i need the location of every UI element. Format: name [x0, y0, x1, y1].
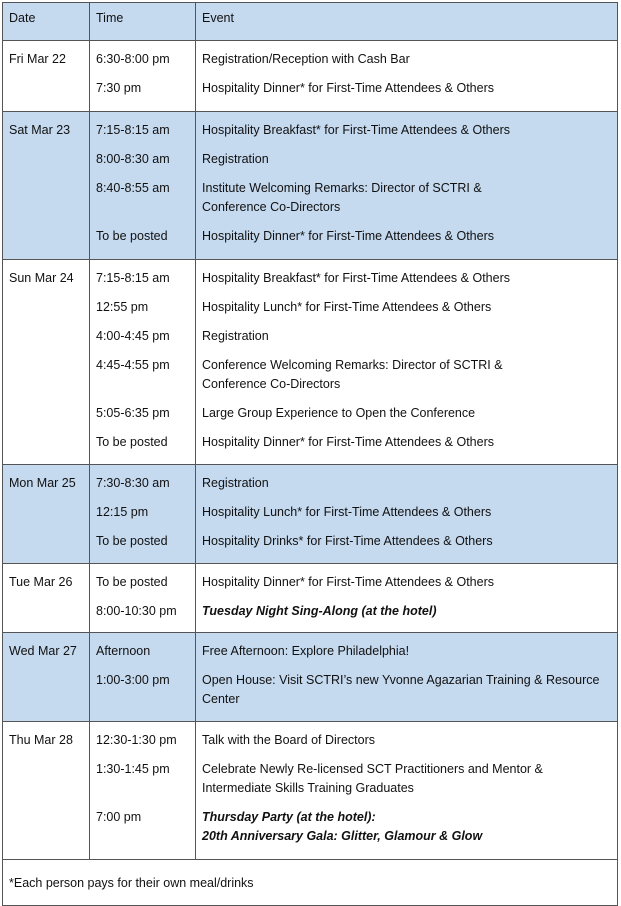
- day-row: [3, 465, 618, 564]
- day-row: [3, 260, 618, 465]
- date-cell: [3, 564, 90, 633]
- header-time: Time: [90, 3, 196, 41]
- date-cell: [3, 260, 90, 465]
- event-description: Institute Welcoming Remarks: Director of SCTRI &: [202, 181, 482, 195]
- event-time: 1:00-3:00 pm: [96, 673, 170, 687]
- event-description: Registration: [202, 329, 269, 343]
- event-description: Hospitality Breakfast* for First-Time Attendees & Others: [202, 123, 510, 137]
- event-description: Hospitality Dinner* for First-Time Attendees & Others: [202, 575, 494, 589]
- date-cell: [3, 633, 90, 722]
- event-description: Hospitality Dinner* for First-Time Attendees & Others: [202, 435, 494, 449]
- event-time: 12:15 pm: [96, 505, 149, 519]
- event-description: Intermediate Skills Training Graduates: [202, 781, 414, 795]
- event-time: 7:30-8:30 am: [96, 476, 170, 490]
- event-description: Hospitality Lunch* for First-Time Attendees & Others: [202, 505, 492, 519]
- footnote: *Each person pays for their own meal/drinks: [3, 860, 618, 906]
- event-time: 4:45-4:55 pm: [96, 358, 170, 372]
- header-event: Event: [196, 3, 618, 41]
- date-cell: [3, 112, 90, 260]
- day-row: [3, 112, 618, 260]
- event-description: Free Afternoon: Explore Philadelphia!: [202, 644, 410, 658]
- header-row: [3, 3, 618, 41]
- event-description: Open House: Visit SCTRI’s new Yvonne Agazarian Training & Resource: [202, 673, 600, 687]
- date-cell: [3, 41, 90, 112]
- date-text: Mon Mar 25: [9, 476, 76, 490]
- day-row: [3, 564, 618, 633]
- event-description: Registration: [202, 152, 269, 166]
- date-cell: [3, 722, 90, 860]
- time-cell: [90, 465, 196, 564]
- event-time: To be posted: [96, 575, 168, 589]
- event-description: Celebrate Newly Re-licensed SCT Practitioners and Mentor &: [202, 762, 543, 776]
- event-cell: [196, 41, 618, 112]
- date-text: Sat Mar 23: [9, 123, 71, 137]
- event-time: 12:55 pm: [96, 300, 149, 314]
- event-time: To be posted: [96, 534, 168, 548]
- time-cell: [90, 722, 196, 860]
- event-description: Hospitality Drinks* for First-Time Attendees & Others: [202, 534, 493, 548]
- event-time: Afternoon: [96, 644, 151, 658]
- event-description: Conference Co-Directors: [202, 377, 341, 391]
- event-cell: [196, 722, 618, 860]
- event-description: 20th Anniversary Gala: Glitter, Glamour & Glow: [202, 829, 483, 843]
- event-time: 7:00 pm: [96, 810, 142, 824]
- event-time: 7:30 pm: [96, 81, 142, 95]
- event-description: Thursday Party (at the hotel):: [202, 810, 376, 824]
- date-cell: [3, 465, 90, 564]
- event-cell: [196, 633, 618, 722]
- schedule-body: [3, 3, 618, 906]
- event-description: Center: [202, 692, 240, 706]
- event-description: Large Group Experience to Open the Conference: [202, 406, 476, 420]
- event-description: Tuesday Night Sing-Along (at the hotel): [202, 604, 437, 618]
- event-time: 7:15-8:15 am: [96, 123, 170, 137]
- time-cell: [90, 633, 196, 722]
- event-description: Registration: [202, 476, 269, 490]
- date-text: Sun Mar 24: [9, 271, 74, 285]
- event-time: 8:40-8:55 am: [96, 181, 170, 195]
- event-time: 7:15-8:15 am: [96, 271, 170, 285]
- event-time: 12:30-1:30 pm: [96, 733, 177, 747]
- event-cell: [196, 260, 618, 465]
- date-text: Fri Mar 22: [9, 52, 66, 66]
- event-description: Hospitality Lunch* for First-Time Attendees & Others: [202, 300, 492, 314]
- event-time: 1:30-1:45 pm: [96, 762, 170, 776]
- time-cell: [90, 112, 196, 260]
- event-time: 5:05-6:35 pm: [96, 406, 170, 420]
- event-description: Hospitality Dinner* for First-Time Attendees & Others: [202, 81, 494, 95]
- time-cell: [90, 260, 196, 465]
- date-text: Thu Mar 28: [9, 733, 73, 747]
- header-date: Date: [3, 3, 90, 41]
- event-time: 6:30-8:00 pm: [96, 52, 170, 66]
- event-time: 4:00-4:45 pm: [96, 329, 170, 343]
- footnote-row: [3, 860, 618, 906]
- time-cell: [90, 564, 196, 633]
- day-row: [3, 633, 618, 722]
- event-cell: [196, 564, 618, 633]
- day-row: [3, 722, 618, 860]
- event-time: To be posted: [96, 435, 168, 449]
- schedule-table: [2, 2, 618, 906]
- event-cell: [196, 112, 618, 260]
- event-time: To be posted: [96, 229, 168, 243]
- time-cell: [90, 41, 196, 112]
- day-row: [3, 41, 618, 112]
- date-text: Tue Mar 26: [9, 575, 73, 589]
- event-description: Hospitality Breakfast* for First-Time Attendees & Others: [202, 271, 510, 285]
- event-time: 8:00-10:30 pm: [96, 604, 177, 618]
- event-description: Conference Welcoming Remarks: Director of SCTRI &: [202, 358, 503, 372]
- event-time: 8:00-8:30 am: [96, 152, 170, 166]
- date-text: Wed Mar 27: [9, 644, 77, 658]
- event-description: Conference Co-Directors: [202, 200, 341, 214]
- event-description: Talk with the Board of Directors: [202, 733, 375, 747]
- event-description: Registration/Reception with Cash Bar: [202, 52, 410, 66]
- event-description: Hospitality Dinner* for First-Time Attendees & Others: [202, 229, 494, 243]
- event-cell: [196, 465, 618, 564]
